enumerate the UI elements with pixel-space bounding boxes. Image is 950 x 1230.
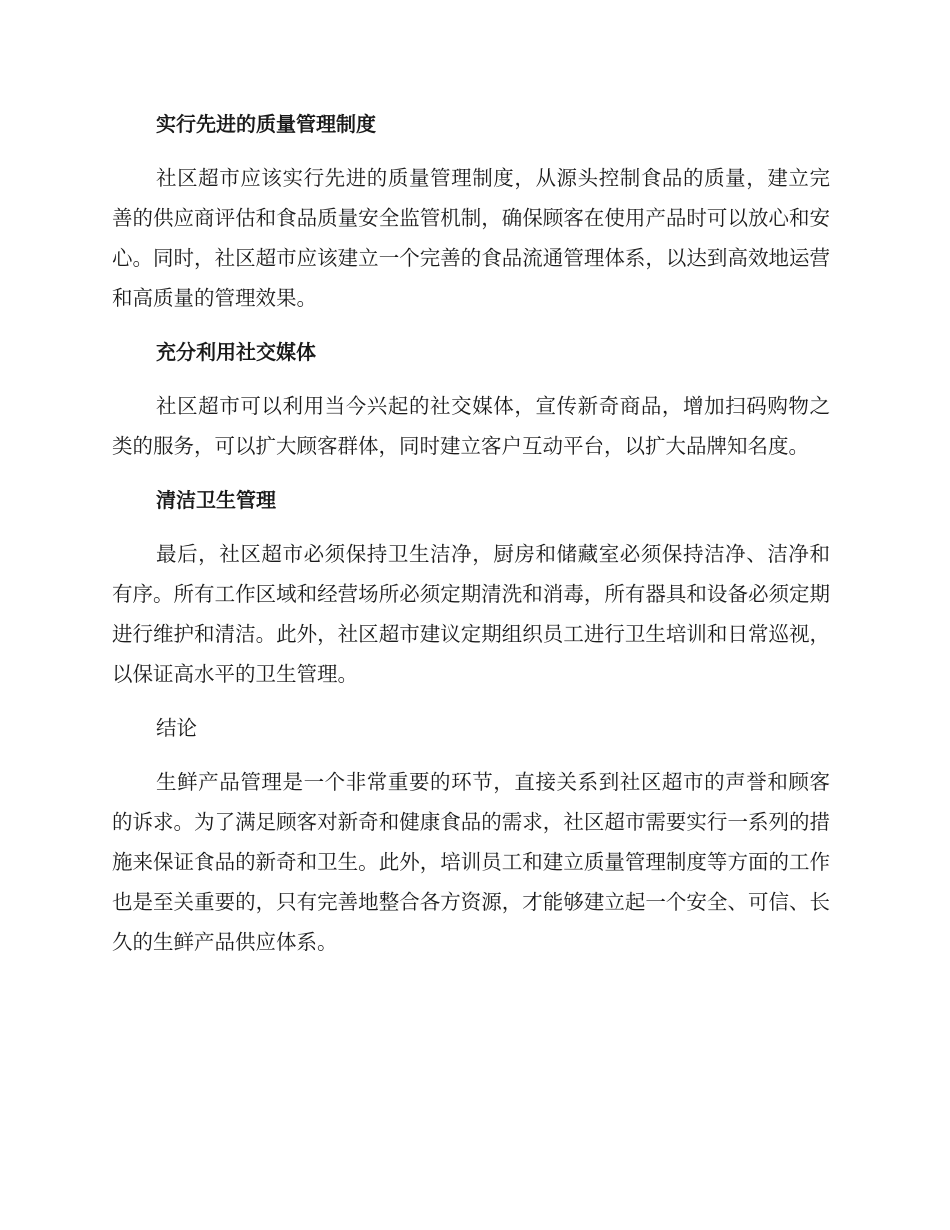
document-page bbox=[112, 104, 830, 962]
section-paragraph-quality-management: 社区超市应该实行先进的质量管理制度，从源头控制食品的质量，建立完善的供应商评估和食品质量安全监管机制，确保顾客在使用产品时可以放心和安心。同时，社区超市应该建立一个完善的食品流通管理体系，以达到高效地运营和高质量的管理效果。 bbox=[112, 166, 830, 310]
section-heading-quality-management: 实行先进的质量管理制度 bbox=[156, 112, 376, 136]
conclusion-paragraph: 生鲜产品管理是一个非常重要的环节，直接关系到社区超市的声誉和顾客的诉求。为了满足顾客对新奇和健康食品的需求，社区超市需要实行一系列的措施来保证食品的新奇和卫生。此外，培训员工和建立质量管理制度等方面的工作也是至关重要的，只有完善地整合各方资源，才能够建立起一个安全、可信、长久的生鲜产品供应体系。 bbox=[112, 770, 830, 954]
section-paragraph-social-media: 社区超市可以利用当今兴起的社交媒体，宣传新奇商品，增加扫码购物之类的服务，可以扩大顾客群体，同时建立客户互动平台，以扩大品牌知名度。 bbox=[112, 394, 830, 458]
section-heading-social-media: 充分利用社交媒体 bbox=[156, 340, 316, 364]
section-paragraph-hygiene: 最后，社区超市必须保持卫生洁净，厨房和储藏室必须保持洁净、洁净和有序。所有工作区域和经营场所必须定期清洗和消毒，所有器具和设备必须定期进行维护和清洁。此外，社区超市建议定期组织员工进行卫生培训和日常巡视，以保证高水平的卫生管理。 bbox=[112, 542, 830, 686]
section-heading-hygiene: 清洁卫生管理 bbox=[156, 488, 276, 512]
conclusion-heading: 结论 bbox=[156, 716, 197, 740]
